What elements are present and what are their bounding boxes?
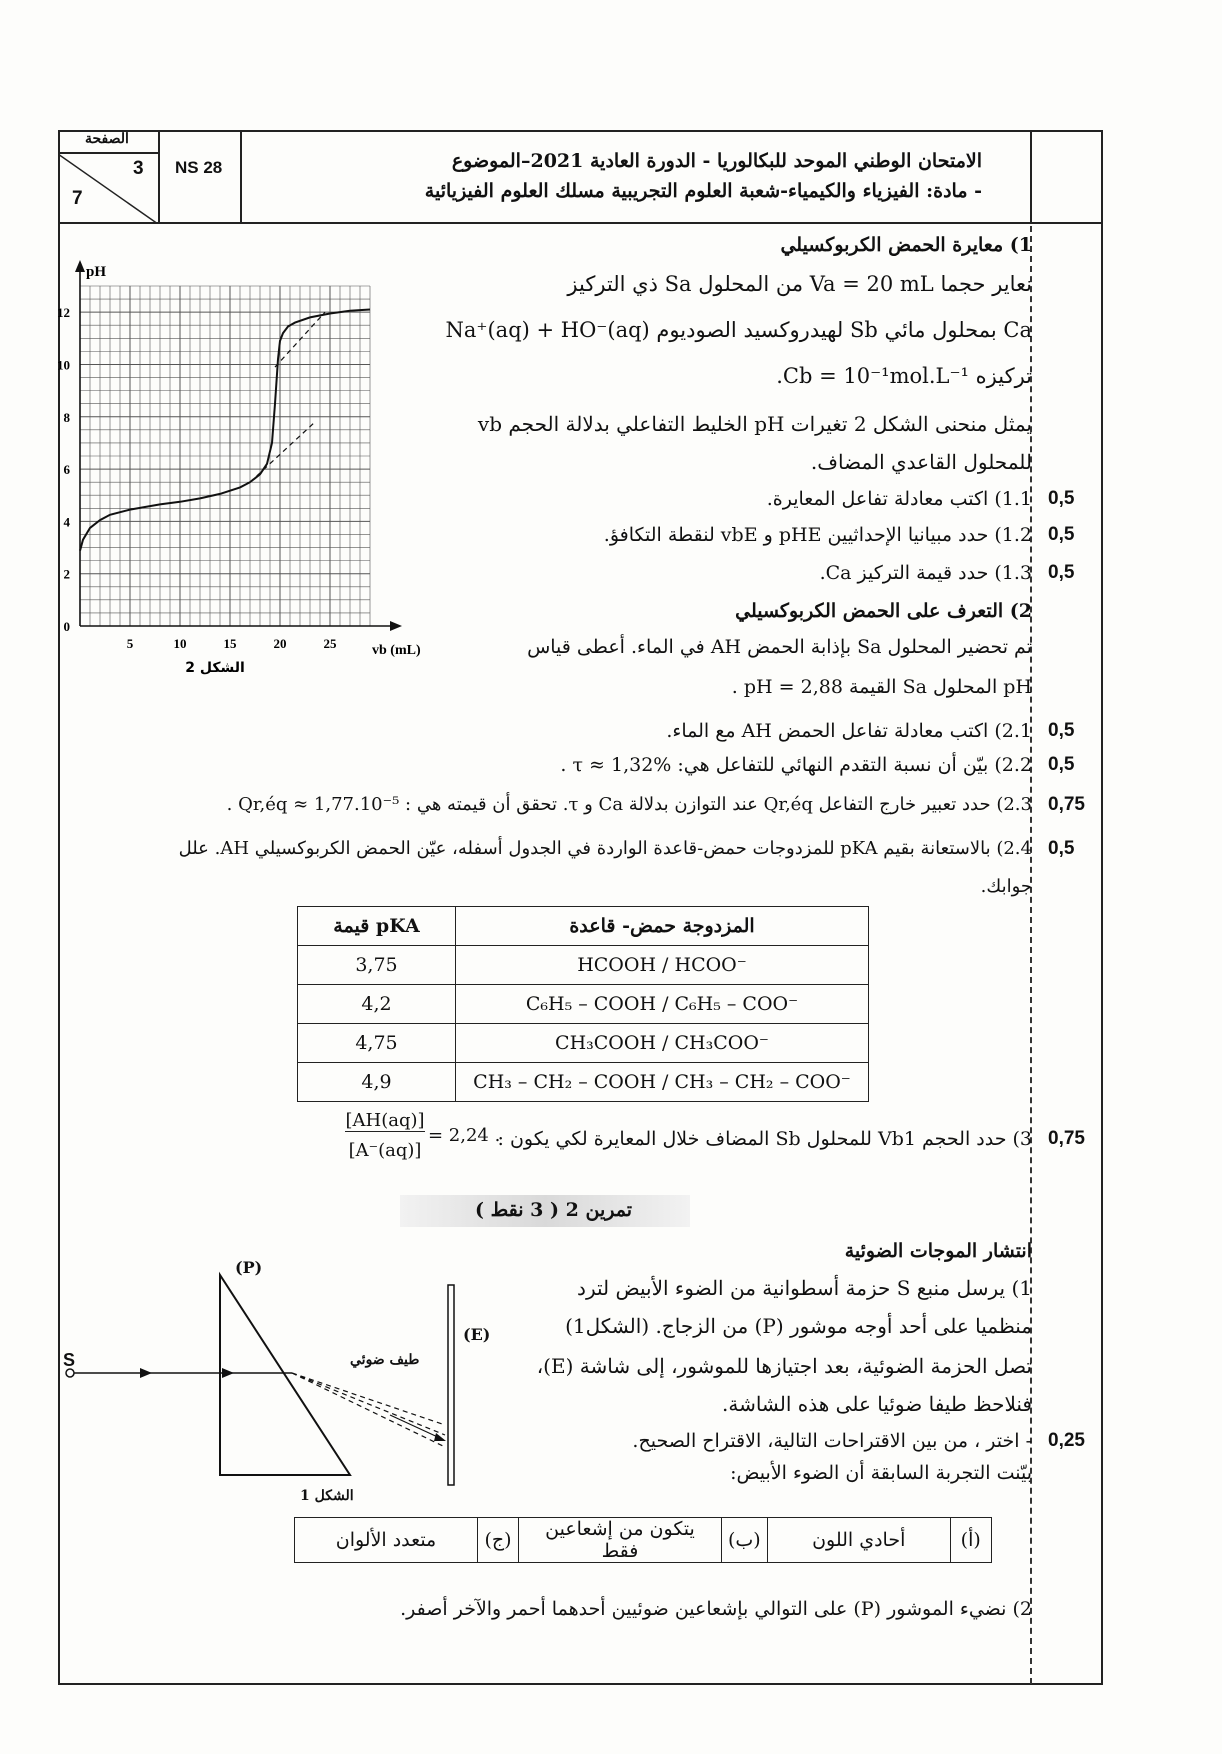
x-tick-label: 10 xyxy=(173,636,187,651)
header-divider xyxy=(158,130,160,224)
option-a-key[interactable]: (أ) xyxy=(950,1518,991,1563)
section2-heading: 2) التعرف على الحمض الكربوكسيلي xyxy=(735,600,1032,622)
arrow-icon xyxy=(222,1368,234,1378)
points: 0,75 xyxy=(1048,794,1085,815)
option-a[interactable]: أحادي اللون xyxy=(767,1518,950,1563)
pka-table xyxy=(297,906,869,1102)
table-row xyxy=(298,1024,869,1063)
figure1-caption: الشكل 1 xyxy=(300,1488,354,1504)
refracted-ray xyxy=(292,1373,445,1447)
spectrum-label: طيف ضوئي xyxy=(350,1352,420,1368)
question-1-2: 1.2) حدد مبيانيا الإحداثيين pHE و vbE لنقطة التكافؤ. xyxy=(603,524,1032,546)
exercise2-p4: فنلاحظ طيفا ضوئيا على هذه الشاشة. xyxy=(721,1392,1032,1416)
question-2-1: 2.1) اكتب معادلة تفاعل الحمض AH مع الماء. xyxy=(666,720,1032,742)
y-tick-label: 4 xyxy=(63,514,70,530)
x-tick-label: 15 xyxy=(223,636,237,651)
titration-chart xyxy=(50,246,480,726)
page-total: 7 xyxy=(72,188,83,209)
arrow-icon xyxy=(140,1368,152,1378)
section1-p4: يمثل منحنى الشكل 2 تغيرات pH الخليط التفاعلي بدلالة الحجم vb xyxy=(477,412,1032,436)
points: 0,75 xyxy=(1048,1128,1085,1149)
question-2-4-cont: جوابك. xyxy=(980,876,1032,897)
prism-figure xyxy=(60,1255,470,1505)
x-axis-label: vb (mL) xyxy=(372,643,421,658)
pka-value: 3,75 xyxy=(298,946,456,985)
table-row xyxy=(298,1063,869,1102)
exercise2-heading: انتشار الموجات الضوئية xyxy=(844,1240,1032,1262)
prism-label: (P) xyxy=(235,1258,263,1277)
header-divider xyxy=(1030,130,1032,224)
x-tick-label: 5 xyxy=(126,636,134,651)
exercise2-p3: تصل الحزمة الضوئية، بعد اجتيازها للموشور، إلى شاشة (E)، xyxy=(536,1354,1032,1378)
y-tick-label: 12 xyxy=(57,305,70,321)
section1-p5: للمحلول القاعدي المضاف. xyxy=(810,450,1032,474)
ratio-value: = 2,24 . xyxy=(428,1125,501,1146)
y-tick-label: 6 xyxy=(63,462,70,478)
section1-p3: تركيزه Cb = 10⁻¹mol.L⁻¹. xyxy=(776,364,1032,388)
points: 0,5 xyxy=(1048,838,1075,859)
refracted-ray xyxy=(292,1373,445,1425)
pka-value: 4,75 xyxy=(298,1024,456,1063)
y-axis-arrow-icon xyxy=(75,260,85,272)
section1-heading: 1) معايرة الحمض الكربوكسيلي xyxy=(780,234,1032,256)
screen-label: (E) xyxy=(463,1325,491,1344)
page-label: الصفحة xyxy=(85,131,129,147)
pka-value: 4,9 xyxy=(298,1063,456,1102)
x-tick-label: 20 xyxy=(273,636,287,651)
header-divider xyxy=(240,130,242,224)
exam-subject: - مادة: الفيزياء والكيمياء-شعبة العلوم التجريبية مسلك العلوم الفيزيائية xyxy=(424,180,982,202)
section1-p2: Ca بمحلول مائي Sb لهيدروكسيد الصوديوم Na⁺(aq) + HO⁻(aq) xyxy=(445,318,1032,342)
exam-title: الامتحان الوطني الموحد للبكالوريا - الدورة العادية 2021–الموضوع xyxy=(451,150,982,172)
exercise2-p1: 1) يرسل منبع S حزمة أسطوانية من الضوء الأبيض لترد xyxy=(577,1276,1032,1300)
ratio-denominator: [A⁻(aq)] xyxy=(348,1140,422,1161)
y-axis-label: pH xyxy=(86,264,107,280)
y-tick-label: 2 xyxy=(63,566,70,582)
points: 0,5 xyxy=(1048,524,1075,545)
acid-base-pair: C₆H₅ – COOH / C₆H₅ – COO⁻ xyxy=(456,985,869,1024)
option-b[interactable]: يتكون من إشعاعين فقط xyxy=(519,1518,722,1563)
y-tick-label: 0 xyxy=(63,619,70,634)
exercise2-p2: منظميا على أحد أوجه موشور (P) من الزجاج. (الشكل1) xyxy=(565,1314,1032,1338)
screen-shape xyxy=(448,1285,454,1485)
source-label: S xyxy=(63,1350,76,1370)
option-c[interactable]: متعدد الألوان xyxy=(295,1518,478,1563)
exercise2-title: تمرين 2 ( 3 نقط ) xyxy=(475,1199,632,1221)
pointer-line xyxy=(390,1415,442,1439)
pka-value: 4,2 xyxy=(298,985,456,1024)
table-header-pair: المزدوجة حمض- قاعدة xyxy=(456,907,869,946)
acid-base-pair: CH₃COOH / CH₃COO⁻ xyxy=(456,1024,869,1063)
table-row xyxy=(298,985,869,1024)
points: 0,25 xyxy=(1048,1430,1085,1451)
question-3: 3) حدد الحجم Vb1 للمحلول Sb المضاف خلال المعايرة لكي يكون : xyxy=(497,1128,1032,1150)
question-2-2: 2.2) بيّن أن نسبة التقدم النهائي للتفاعل هي: τ ≈ 1,32% . xyxy=(560,754,1032,776)
prism-shape xyxy=(220,1275,350,1475)
exercise2-q2: 2) نضيء الموشور (P) على التوالي بإشعاعين ضوئيين أحدهما أحمر والآخر أصفر. xyxy=(400,1598,1032,1620)
section2-p2: pH المحلول Sa القيمة pH = 2,88 . xyxy=(731,676,1032,698)
acid-base-pair: HCOOH / HCOO⁻ xyxy=(456,946,869,985)
points: 0,5 xyxy=(1048,754,1075,775)
section1-p1: نعاير حجما Va = 20 mL من المحلول Sa ذي التركيز xyxy=(567,272,1032,296)
question-2-3: 2.3) حدد تعبير خارج التفاعل Qr,éq عند التوازن بدلالة Ca و τ. تحقق أن قيمته هي : Qr,éq ≈ 1,77.10⁻⁵ . xyxy=(226,794,1032,815)
refracted-ray xyxy=(292,1373,445,1435)
exercise2-p5: - اختر ، من بين الاقتراحات التالية، الاقتراح الصحيح. xyxy=(632,1430,1032,1452)
acid-base-pair: CH₃ – CH₂ – COOH / CH₃ – CH₂ – COO⁻ xyxy=(456,1063,869,1102)
ratio-numerator: [AH(aq)] xyxy=(345,1110,425,1131)
table-header-value: قيمة pKA xyxy=(298,907,456,946)
table-row xyxy=(298,946,869,985)
y-tick-label: 8 xyxy=(63,409,70,425)
section2-p1: تم تحضير المحلول Sa بإذابة الحمض AH في الماء. أعطى قياس xyxy=(527,636,1032,658)
x-axis-arrow-icon xyxy=(390,621,402,631)
choices-table xyxy=(294,1517,992,1563)
option-c-key[interactable]: (ج) xyxy=(478,1518,519,1563)
figure2-caption: الشكل 2 xyxy=(185,660,245,676)
points: 0,5 xyxy=(1048,720,1075,741)
points: 0,5 xyxy=(1048,562,1075,583)
x-tick-label: 25 xyxy=(323,636,337,651)
page-number: 3 xyxy=(133,158,144,179)
y-tick-label: 10 xyxy=(57,357,70,373)
question-1-3: 1.3) حدد قيمة التركيز Ca. xyxy=(819,562,1032,584)
option-b-key[interactable]: (ب) xyxy=(722,1518,768,1563)
exercise2-p6: بيّنت التجربة السابقة أن الضوء الأبيض: xyxy=(730,1462,1032,1484)
question-2-4: 2.4) بالاستعانة بقيم pKA للمزدوجات حمض-قاعدة الواردة في الجدول أسفله، عيّن الحمض الكربوكسيلي AH. علل xyxy=(178,838,1032,859)
points: 0,5 xyxy=(1048,488,1075,509)
exam-code: NS 28 xyxy=(175,158,223,177)
question-1-1: 1.1) اكتب معادلة تفاعل المعايرة. xyxy=(766,488,1032,510)
